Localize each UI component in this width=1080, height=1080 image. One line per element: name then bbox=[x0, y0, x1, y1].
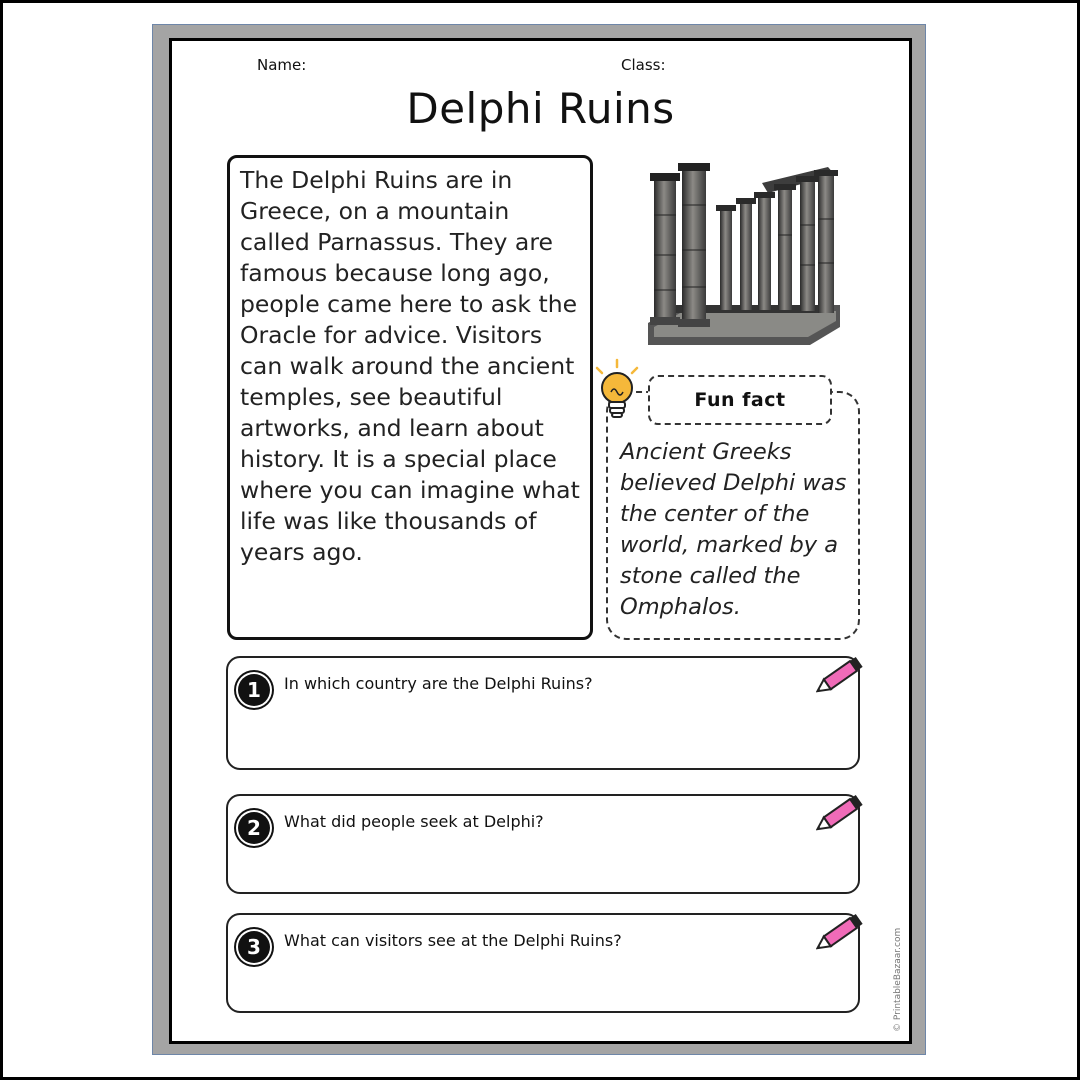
reading-passage-box bbox=[227, 155, 593, 640]
reading-passage: The Delphi Ruins are in Greece, on a mountain called Parnassus. They are famous because long ago, people came here to ask the Oracle for advice. Visitors can walk around the ancient temples, see beautiful artworks, and learn about history. It is a special place where you can imagine what life was like thousands of years ago. bbox=[240, 166, 580, 566]
question-text-2: What did people seek at Delphi? bbox=[284, 812, 544, 831]
name-label: Name: bbox=[257, 56, 307, 74]
question-text-3: What can visitors see at the Delphi Ruins? bbox=[284, 931, 622, 950]
question-number-1: 1 bbox=[238, 674, 270, 706]
pencil-icon bbox=[816, 650, 868, 698]
pencil-icon bbox=[816, 907, 868, 955]
question-box-2[interactable] bbox=[226, 794, 860, 894]
copyright-notice: © PrintableBazaar.com bbox=[893, 927, 903, 1032]
class-label: Class: bbox=[621, 56, 666, 74]
question-box-3[interactable] bbox=[226, 913, 860, 1013]
pencil-icon bbox=[816, 788, 868, 836]
question-box-1[interactable] bbox=[226, 656, 860, 770]
question-text-1: In which country are the Delphi Ruins? bbox=[284, 674, 593, 693]
fun-fact-text: Ancient Greeks believed Delphi was the center of the world, marked by a stone called the Omphalos. bbox=[620, 439, 847, 620]
fun-fact-box bbox=[606, 391, 860, 640]
question-number-2: 2 bbox=[238, 812, 270, 844]
lightbulb-icon bbox=[589, 358, 645, 424]
fun-fact-label: Fun fact bbox=[648, 375, 832, 425]
temple-ruins-image bbox=[640, 155, 845, 350]
question-number-3: 3 bbox=[238, 931, 270, 963]
page-title: Delphi Ruins bbox=[406, 84, 675, 133]
